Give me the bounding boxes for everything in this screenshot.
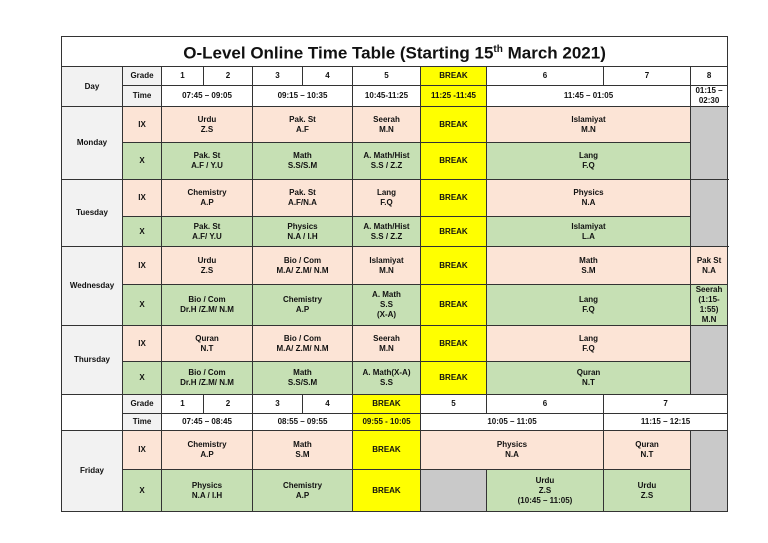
class-cell: Chemistry A.P [162,180,253,217]
period-number: 3 [253,395,303,414]
empty-cell [691,431,728,512]
period-number: 8 [691,67,728,86]
class-cell: Bio / Com Dr.H /Z.M/ N.M [162,285,253,326]
class-cell: Urdu Z.S [162,247,253,285]
period-number: 1 [162,395,204,414]
class-cell: Chemistry A.P [162,431,253,470]
class-cell: Physics N.A / I.H [162,470,253,512]
class-cell: Islamiyat L.A [487,217,691,247]
time-slot: 08:55 – 09:55 [253,414,353,431]
class-cell: Physics N.A [421,431,604,470]
time-slot: 09:15 – 10:35 [253,86,353,107]
class-cell: Islamiyat M.N [353,247,421,285]
grade-ix-label: IX [123,107,162,143]
class-cell: Lang F.Q [487,285,691,326]
period-number: 5 [353,67,421,86]
grade-ix-label: IX [123,431,162,470]
class-cell: A. Math/Hist S.S / Z.Z [353,217,421,247]
grade-x-label: X [123,470,162,512]
time-slot: 07:45 – 09:05 [162,86,253,107]
break-cell: BREAK [421,247,487,285]
empty-cell [691,180,728,247]
break-time-slot: 11:25 -11:45 [421,86,487,107]
class-cell: Physics N.A [487,180,691,217]
empty-cell [421,470,487,512]
class-cell: Urdu Z.S (10:45 – 11:05) [487,470,604,512]
grade-ix-label: IX [123,326,162,362]
class-cell: Math S.M [253,431,353,470]
break-time-slot: 09:55 - 10:05 [353,414,421,431]
time-slot: 11:15 – 12:15 [604,414,728,431]
period-number: 2 [204,67,253,86]
period-number: 7 [604,395,728,414]
class-cell: Physics N.A / I.H [253,217,353,247]
grade-header: Grade [123,395,162,414]
page-title: O-Level Online Time Table (Starting 15th March 2021) [62,37,728,67]
class-cell: Lang F.Q [487,326,691,362]
grade-x-label: X [123,143,162,180]
period-number: 1 [162,67,204,86]
time-slot: 10:45-11:25 [353,86,421,107]
class-cell: Bio / Com Dr.H /Z.M/ N.M [162,362,253,395]
time-header: Time [123,414,162,431]
class-cell: A. Math/Hist S.S / Z.Z [353,143,421,180]
class-cell: Pak. St A.F/ Y.U [162,217,253,247]
break-header: BREAK [353,395,421,414]
class-cell: Seerah (1:15-1:55) M.N [691,285,728,326]
grade-ix-label: IX [123,180,162,217]
period-number: 7 [604,67,691,86]
class-cell: Urdu Z.S [604,470,691,512]
period-number: 6 [487,67,604,86]
period-number: 2 [204,395,253,414]
grade-x-label: X [123,217,162,247]
grade-x-label: X [123,362,162,395]
class-cell: Pak. St A.F [253,107,353,143]
time-slot: 11:45 – 01:05 [487,86,691,107]
class-cell: Math S.S/S.M [253,362,353,395]
class-cell: Quran N.T [604,431,691,470]
period-number: 4 [303,395,353,414]
empty-cell [691,326,728,395]
period-number: 6 [487,395,604,414]
time-slot: 07:45 – 08:45 [162,414,253,431]
class-cell: A. Math S.S (X-A) [353,285,421,326]
grade-header: Grade [123,67,162,86]
day-tuesday: Tuesday [62,180,123,247]
break-cell: BREAK [421,285,487,326]
break-cell: BREAK [421,107,487,143]
break-cell: BREAK [421,217,487,247]
class-cell: Quran N.T [487,362,691,395]
class-cell: Islamiyat M.N [487,107,691,143]
class-cell: Bio / Com M.A/ Z.M/ N.M [253,247,353,285]
grade-ix-label: IX [123,247,162,285]
break-cell: BREAK [421,143,487,180]
class-cell: Seerah M.N [353,107,421,143]
class-cell: Pak. St A.F / Y.U [162,143,253,180]
period-number: 4 [303,67,353,86]
class-cell: Chemistry A.P [253,285,353,326]
class-cell: Lang F.Q [487,143,691,180]
day-friday: Friday [62,431,123,512]
class-cell: Lang F.Q [353,180,421,217]
class-cell: Chemistry A.P [253,470,353,512]
class-cell: Pak St N.A [691,247,728,285]
time-header: Time [123,86,162,107]
timetable [61,36,728,512]
grade-x-label: X [123,285,162,326]
day-header: Day [62,67,123,107]
class-cell: Urdu Z.S [162,107,253,143]
break-cell: BREAK [421,362,487,395]
class-cell: Seerah M.N [353,326,421,362]
break-header: BREAK [421,67,487,86]
class-cell: Math S.S/S.M [253,143,353,180]
friday-header-blank [62,395,123,431]
break-cell: BREAK [353,470,421,512]
day-thursday: Thursday [62,326,123,395]
class-cell: Quran N.T [162,326,253,362]
class-cell: A. Math(X-A) S.S [353,362,421,395]
break-cell: BREAK [421,326,487,362]
period-number: 3 [253,67,303,86]
break-cell: BREAK [353,431,421,470]
empty-cell [691,107,728,180]
day-wednesday: Wednesday [62,247,123,326]
break-cell: BREAK [421,180,487,217]
period-number: 5 [421,395,487,414]
day-monday: Monday [62,107,123,180]
class-cell: Math S.M [487,247,691,285]
time-slot: 10:05 – 11:05 [421,414,604,431]
class-cell: Bio / Com M.A/ Z.M/ N.M [253,326,353,362]
time-slot: 01:15 – 02:30 [691,86,728,107]
class-cell: Pak. St A.F/N.A [253,180,353,217]
